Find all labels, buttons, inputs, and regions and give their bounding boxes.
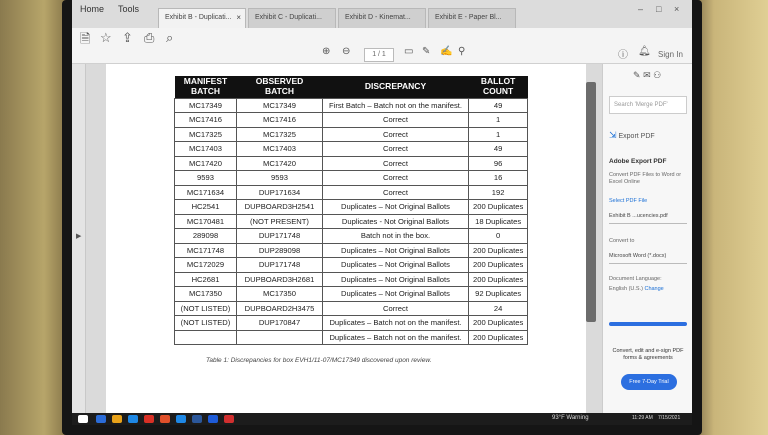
clock-date[interactable]: 7/15/2021 <box>658 415 681 421</box>
menu-bar <box>72 0 692 28</box>
table-row <box>175 185 528 200</box>
select-file-label: Select PDF File <box>609 198 648 204</box>
cell-ballot-count: 200 Duplicates <box>469 243 528 258</box>
help-icon[interactable]: ⓘ <box>618 50 628 61</box>
cell-ballot-count: 16 <box>469 171 528 186</box>
cell-discrepancy: Correct <box>323 113 469 128</box>
table-row <box>175 142 528 157</box>
adobe-export-title: Adobe Export PDF <box>609 158 667 165</box>
panel-icons <box>633 70 661 81</box>
cell-manifest-batch: MC171634 <box>175 185 237 200</box>
cell-discrepancy: Duplicates – Batch not on the manifest. <box>323 316 469 331</box>
cell-observed-batch: MC17403 <box>237 142 323 157</box>
maximize-icon[interactable]: □ <box>656 4 662 14</box>
header-manifest-batch: MANIFEST BATCH <box>175 76 237 98</box>
bell-icon[interactable]: 🔔︎ <box>638 46 651 57</box>
cell-manifest-batch: MC17416 <box>175 113 237 128</box>
table-row <box>175 287 528 302</box>
clock-time[interactable]: 11:29 AM <box>632 415 653 421</box>
cell-discrepancy: Duplicates – Not Original Ballots <box>323 200 469 215</box>
table-row <box>175 301 528 316</box>
right-tools-panel <box>602 64 692 413</box>
cell-observed-batch: MC17350 <box>237 287 323 302</box>
cell-manifest-batch: 9593 <box>175 171 237 186</box>
cell-ballot-count: 49 <box>469 98 528 113</box>
cell-ballot-count: 96 <box>469 156 528 171</box>
cell-observed-batch: DUPBOARD2H3475 <box>237 301 323 316</box>
free-trial-button[interactable]: Free 7-Day Trial <box>621 374 677 390</box>
tab-label: Exhibit C - Duplicati... <box>255 14 322 21</box>
star-icon[interactable]: ☆ <box>100 30 112 45</box>
menu-tools[interactable]: Tools <box>118 4 140 14</box>
table-row <box>175 272 528 287</box>
tab-label: Exhibit E - Paper Bl... <box>435 14 502 21</box>
header-discrepancy: DISCREPANCY <box>323 76 469 98</box>
taskbar-app-icon[interactable] <box>224 415 234 423</box>
page-up-icon[interactable]: ⊕ <box>322 46 331 57</box>
cell-manifest-batch: MC17325 <box>175 127 237 142</box>
cell-discrepancy: Correct <box>323 185 469 200</box>
cell-discrepancy: Correct <box>323 301 469 316</box>
cell-ballot-count: 0 <box>469 229 528 244</box>
adobe-export-desc: Convert PDF Files to Word or Excel Online <box>609 172 682 186</box>
table-row <box>175 113 528 128</box>
taskbar-app-icon[interactable] <box>96 415 106 423</box>
export-pdf-tool[interactable] <box>609 130 655 141</box>
taskbar-app-icon[interactable] <box>112 415 122 423</box>
comment-icon[interactable]: ▭ <box>404 46 414 57</box>
cell-discrepancy: Correct <box>323 156 469 171</box>
cell-manifest-batch: MC17350 <box>175 287 237 302</box>
cell-observed-batch: DUP171634 <box>237 185 323 200</box>
tools-search-input[interactable]: Search 'Merge PDF' <box>609 96 687 114</box>
cell-observed-batch: DUPBOARD3H2541 <box>237 200 323 215</box>
cell-observed-batch: DUP170847 <box>237 316 323 331</box>
cell-ballot-count: 49 <box>469 142 528 157</box>
cell-discrepancy: Duplicates – Not Original Ballots <box>323 272 469 287</box>
left-panel-strip <box>72 64 86 413</box>
table-row <box>175 316 528 331</box>
table-header-row <box>175 76 528 98</box>
cell-observed-batch: MC17349 <box>237 98 323 113</box>
windows-taskbar <box>72 413 692 425</box>
cell-discrepancy: Duplicates – Not Original Ballots <box>323 243 469 258</box>
discrepancy-table <box>174 76 528 345</box>
convert-format-select[interactable]: Microsoft Word (*.docx) <box>609 250 687 264</box>
cell-manifest-batch: MC17349 <box>175 98 237 113</box>
cell-discrepancy: Correct <box>323 142 469 157</box>
document-language-value: English (U.S.) <box>609 286 643 292</box>
cell-ballot-count: 24 <box>469 301 528 316</box>
cell-discrepancy: Duplicates – Not Original Ballots <box>323 287 469 302</box>
upload-icon[interactable]: ⇪ <box>122 30 133 45</box>
cell-discrepancy: Batch not in the box. <box>323 229 469 244</box>
cell-ballot-count: 192 <box>469 185 528 200</box>
table-row <box>175 330 528 345</box>
change-language-link[interactable]: Change <box>644 286 664 292</box>
sign-in-link[interactable]: Sign In <box>658 50 683 59</box>
cell-observed-batch: DUP289098 <box>237 243 323 258</box>
stamp-icon[interactable]: ⚲ <box>458 46 466 57</box>
tab-label: Exhibit B - Duplicati... <box>165 14 232 21</box>
cell-observed-batch: (NOT PRESENT) <box>237 214 323 229</box>
screen <box>72 0 692 425</box>
cell-ballot-count: 200 Duplicates <box>469 200 528 215</box>
edit-icon[interactable]: ✎ <box>633 70 641 80</box>
cell-manifest-batch: 289098 <box>175 229 237 244</box>
cell-ballot-count: 200 Duplicates <box>469 258 528 273</box>
cell-discrepancy: Duplicates - Not Original Ballots <box>323 214 469 229</box>
table-row <box>175 156 528 171</box>
table-row <box>175 127 528 142</box>
table-row <box>175 243 528 258</box>
cell-observed-batch: MC17416 <box>237 113 323 128</box>
cell-discrepancy: First Batch – Batch not on the manifest. <box>323 98 469 113</box>
export-pdf-icon: ⇲ <box>609 130 617 140</box>
document-language-row <box>609 286 687 293</box>
table-row <box>175 229 528 244</box>
cell-manifest-batch: (NOT LISTED) <box>175 316 237 331</box>
toolbar <box>72 28 692 64</box>
page-down-icon[interactable]: ⊖ <box>342 46 351 57</box>
taskbar-app-icon[interactable] <box>208 415 218 423</box>
table-row <box>175 200 528 215</box>
table-row <box>175 98 528 113</box>
cell-observed-batch: MC17420 <box>237 156 323 171</box>
close-window-icon[interactable]: × <box>674 4 680 14</box>
expand-left-icon[interactable]: ▶ <box>76 233 82 240</box>
page-number-input[interactable]: 1 / 1 <box>364 48 394 62</box>
cell-manifest-batch: (NOT LISTED) <box>175 301 237 316</box>
promo-text: Convert, edit and e-sign PDF forms & agreements <box>612 348 684 362</box>
cell-ballot-count: 92 Duplicates <box>469 287 528 302</box>
cell-observed-batch: DUP171748 <box>237 258 323 273</box>
document-area <box>72 64 602 413</box>
cell-manifest-batch: MC17403 <box>175 142 237 157</box>
document-language-label: Document Language: <box>609 276 662 282</box>
taskbar-app-icon[interactable] <box>192 415 202 423</box>
close-icon[interactable]: × <box>236 13 241 22</box>
export-pdf-label: Export PDF <box>618 133 655 140</box>
save-icon[interactable]: 🗎 <box>80 31 91 46</box>
taskbar-app-icon[interactable] <box>144 415 154 423</box>
tab-exhibit-e[interactable] <box>428 8 516 28</box>
cell-discrepancy: Correct <box>323 171 469 186</box>
mail-icon[interactable]: ✉ <box>643 70 651 80</box>
cell-discrepancy: Duplicates – Not Original Ballots <box>323 258 469 273</box>
cell-observed-batch: MC17325 <box>237 127 323 142</box>
cell-manifest-batch: HC2681 <box>175 272 237 287</box>
start-icon[interactable] <box>78 415 88 423</box>
cell-ballot-count: 200 Duplicates <box>469 330 528 345</box>
cell-ballot-count: 200 Duplicates <box>469 272 528 287</box>
convert-to-label: Convert to <box>609 238 635 244</box>
minimize-icon[interactable]: – <box>638 4 644 14</box>
cell-ballot-count: 18 Duplicates <box>469 214 528 229</box>
cell-manifest-batch: MC171748 <box>175 243 237 258</box>
tab-label: Exhibit D - Kinemat... <box>345 14 411 21</box>
table-row <box>175 214 528 229</box>
cell-discrepancy: Duplicates – Batch not on the manifest. <box>323 330 469 345</box>
pdf-page <box>106 64 586 413</box>
cell-ballot-count: 1 <box>469 127 528 142</box>
taskbar-app-icon[interactable] <box>160 415 170 423</box>
table-caption: Table 1: Discrepancies for box EVH1/11-07/MC17349 discovered upon review. <box>206 357 432 364</box>
cell-manifest-batch: MC172029 <box>175 258 237 273</box>
cell-observed-batch: DUPBOARD3H2681 <box>237 272 323 287</box>
pen-icon[interactable]: ✎ <box>422 46 431 57</box>
taskbar-app-icon[interactable] <box>176 415 186 423</box>
cell-manifest-batch: MC170481 <box>175 214 237 229</box>
cell-manifest-batch: HC2541 <box>175 200 237 215</box>
cell-discrepancy: Correct <box>323 127 469 142</box>
print-icon[interactable]: ⎙ <box>144 30 155 45</box>
selected-file-field[interactable]: Exhibit B ...ucencies.pdf <box>609 210 687 224</box>
cell-manifest-batch <box>175 330 237 345</box>
cell-ballot-count: 1 <box>469 113 528 128</box>
tab-exhibit-c[interactable] <box>248 8 336 28</box>
header-observed-batch: OBSERVED BATCH <box>237 76 323 98</box>
zoom-icon[interactable]: ⌕ <box>166 30 174 45</box>
cell-observed-batch <box>237 330 323 345</box>
convert-button-bar[interactable] <box>609 322 687 326</box>
weather-status[interactable]: 93°F Warning <box>552 415 589 421</box>
table-row <box>175 171 528 186</box>
taskbar-app-icon[interactable] <box>128 415 138 423</box>
cell-ballot-count: 200 Duplicates <box>469 316 528 331</box>
cell-observed-batch: DUP171748 <box>237 229 323 244</box>
tab-exhibit-d[interactable] <box>338 8 426 28</box>
document-scrollbar[interactable] <box>586 82 596 322</box>
menu-home[interactable]: Home <box>80 4 105 14</box>
cell-manifest-batch: MC17420 <box>175 156 237 171</box>
sign-icon[interactable]: ✍ <box>440 46 453 57</box>
share-icon[interactable]: ⚇ <box>653 70 662 80</box>
tab-exhibit-b[interactable] <box>158 8 246 28</box>
cell-observed-batch: 9593 <box>237 171 323 186</box>
header-ballot-count: BALLOT COUNT <box>469 76 528 98</box>
table-row <box>175 258 528 273</box>
